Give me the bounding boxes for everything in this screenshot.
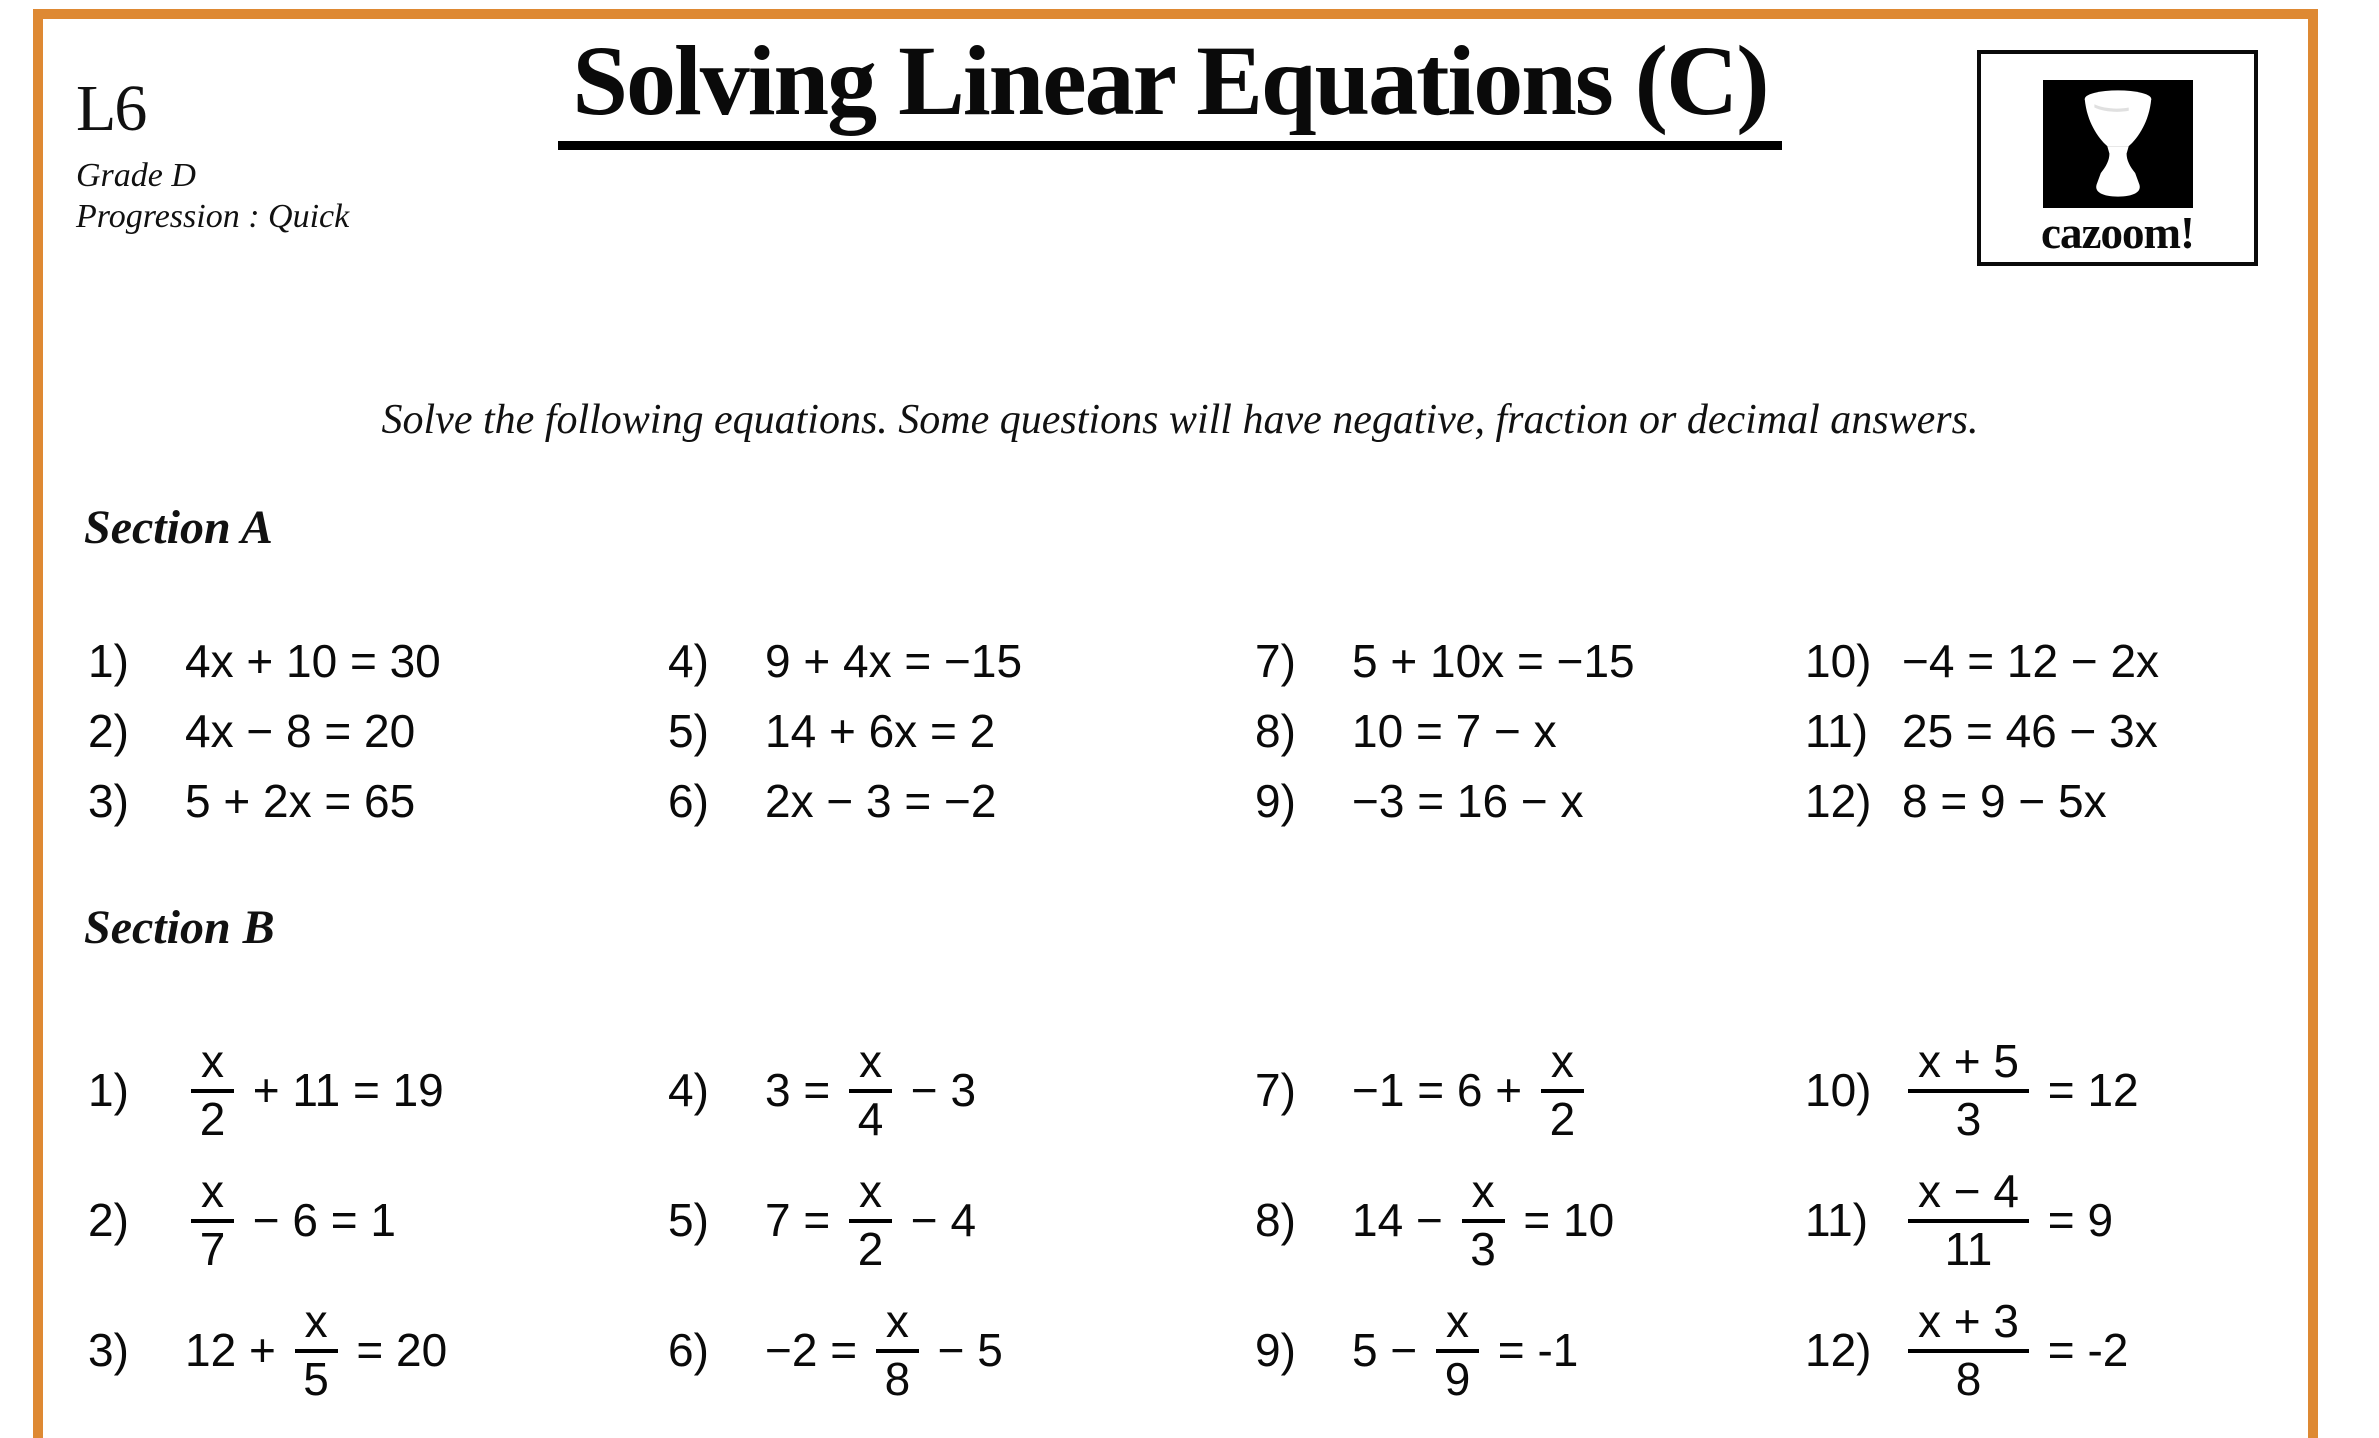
question bbox=[668, 626, 1255, 696]
equation bbox=[1902, 1034, 2139, 1145]
progression-label: Progression : Quick bbox=[76, 197, 350, 235]
question bbox=[88, 626, 668, 696]
equation-text: 14 + 6x = 2 bbox=[765, 705, 996, 757]
equation bbox=[1352, 1294, 1579, 1405]
question-number: 3) bbox=[88, 775, 129, 827]
equation bbox=[765, 634, 1022, 688]
equation-text: = -1 bbox=[1485, 1324, 1579, 1376]
fraction-denominator: 3 bbox=[1955, 1092, 1982, 1145]
equation bbox=[1352, 634, 1635, 688]
equation bbox=[1902, 774, 2107, 828]
equation-text: 5 − bbox=[1352, 1324, 1431, 1376]
fraction-denominator: 3 bbox=[1470, 1222, 1496, 1275]
question-number: 2) bbox=[88, 1194, 129, 1246]
fraction bbox=[876, 1294, 919, 1405]
djembe-drum-icon bbox=[2063, 85, 2173, 203]
question-number: 4) bbox=[668, 635, 709, 687]
fraction-denominator: 2 bbox=[1549, 1092, 1576, 1145]
question bbox=[1805, 1155, 2139, 1285]
fraction-denominator: 9 bbox=[1444, 1352, 1471, 1405]
equation bbox=[185, 1034, 444, 1145]
fraction-numerator: x − 4 bbox=[1908, 1168, 2029, 1223]
question bbox=[1255, 766, 1805, 836]
fraction bbox=[1908, 1034, 2029, 1145]
question-number: 9) bbox=[1255, 1324, 1296, 1376]
fraction-numerator: x bbox=[849, 1168, 892, 1223]
equation-text: 9 + 4x = −15 bbox=[765, 635, 1023, 687]
equation-text: − 4 bbox=[898, 1194, 977, 1246]
equation-text: −3 = 16 − x bbox=[1352, 775, 1584, 827]
instruction-text: Solve the following equations. Some questions will have negative, fraction or decimal answers. bbox=[381, 397, 1979, 443]
equation bbox=[765, 774, 996, 828]
fraction-numerator: x bbox=[849, 1038, 892, 1093]
question bbox=[1255, 1155, 1805, 1285]
question-number: 12) bbox=[1805, 775, 1872, 827]
question bbox=[88, 1285, 668, 1415]
question-number: 10) bbox=[1805, 635, 1872, 687]
equation bbox=[185, 704, 415, 758]
equation-text: 7 = bbox=[765, 1194, 844, 1246]
fraction bbox=[1462, 1164, 1505, 1275]
question-number: 6) bbox=[668, 1324, 709, 1376]
question bbox=[1255, 626, 1805, 696]
logo-wordmark: cazoom! bbox=[2041, 208, 2194, 258]
equation bbox=[1352, 1034, 1590, 1145]
equation-text: −1 = 6 + bbox=[1352, 1064, 1535, 1116]
question bbox=[1805, 626, 2159, 696]
equation bbox=[765, 1294, 1003, 1405]
fraction-denominator: 2 bbox=[857, 1222, 884, 1275]
question-number: 12) bbox=[1805, 1324, 1872, 1376]
fraction-numerator: x + 3 bbox=[1908, 1298, 2029, 1353]
equation bbox=[1902, 634, 2159, 688]
equation-text: −2 = bbox=[765, 1324, 870, 1376]
question bbox=[668, 766, 1255, 836]
question bbox=[668, 1025, 1255, 1155]
fraction bbox=[1908, 1164, 2029, 1275]
equation bbox=[185, 1294, 448, 1405]
section-a-questions bbox=[88, 626, 2159, 836]
fraction bbox=[1541, 1034, 1584, 1145]
equation bbox=[1352, 1164, 1615, 1275]
equation bbox=[185, 774, 415, 828]
equation-text: = 20 bbox=[343, 1324, 448, 1376]
equation-text: − 6 = 1 bbox=[240, 1194, 397, 1246]
question bbox=[1255, 1285, 1805, 1415]
question bbox=[88, 1025, 668, 1155]
equation-text: 3 = bbox=[765, 1064, 844, 1116]
equation bbox=[1902, 704, 2158, 758]
equation-text: − 5 bbox=[924, 1324, 1003, 1376]
question-number: 10) bbox=[1805, 1064, 1872, 1116]
equation-text: 10 = 7 − x bbox=[1352, 705, 1557, 757]
equation bbox=[185, 1164, 397, 1275]
section-b-questions bbox=[88, 1025, 2139, 1415]
equation-text: 25 = 46 − 3x bbox=[1902, 705, 2158, 757]
equation bbox=[1352, 704, 1557, 758]
fraction bbox=[295, 1294, 338, 1405]
question-number: 7) bbox=[1255, 635, 1296, 687]
question bbox=[1805, 1285, 2139, 1415]
equation bbox=[765, 1164, 977, 1275]
question-number: 1) bbox=[88, 635, 129, 687]
fraction-denominator: 5 bbox=[303, 1352, 329, 1405]
level-label: L6 bbox=[76, 72, 146, 145]
section-a-heading: Section A bbox=[84, 501, 273, 554]
cazoom-logo bbox=[1977, 50, 2258, 266]
question-number: 7) bbox=[1255, 1064, 1296, 1116]
fraction-numerator: x bbox=[191, 1038, 234, 1093]
fraction-numerator: x bbox=[1541, 1038, 1584, 1093]
page-title: Solving Linear Equations (C) bbox=[558, 28, 1781, 150]
grade-label: Grade D bbox=[76, 157, 196, 194]
equation-text: + 11 = 19 bbox=[240, 1064, 444, 1116]
equation bbox=[1902, 1164, 2114, 1275]
question bbox=[88, 696, 668, 766]
equation-text: 5 + 2x = 65 bbox=[185, 775, 416, 827]
question bbox=[88, 766, 668, 836]
logo-drum-box bbox=[2043, 80, 2193, 208]
question-number: 5) bbox=[668, 1194, 709, 1246]
question bbox=[1805, 766, 2159, 836]
fraction bbox=[1908, 1294, 2029, 1405]
fraction-numerator: x + 5 bbox=[1908, 1038, 2029, 1093]
fraction-numerator: x bbox=[191, 1168, 234, 1223]
equation-text: = 10 bbox=[1510, 1194, 1615, 1246]
question bbox=[1255, 1025, 1805, 1155]
equation bbox=[185, 634, 441, 688]
equation bbox=[1902, 1294, 2129, 1405]
equation-text: = 9 bbox=[2035, 1194, 2114, 1246]
fraction bbox=[1436, 1294, 1479, 1405]
question bbox=[668, 696, 1255, 766]
fraction bbox=[849, 1164, 892, 1275]
question bbox=[1805, 1025, 2139, 1155]
question-number: 9) bbox=[1255, 775, 1296, 827]
question-number: 11) bbox=[1805, 705, 1869, 757]
question-number: 4) bbox=[668, 1064, 709, 1116]
equation-text: − 3 bbox=[898, 1064, 977, 1116]
fraction bbox=[191, 1034, 234, 1145]
equation bbox=[765, 704, 995, 758]
fraction-numerator: x bbox=[876, 1298, 919, 1353]
question bbox=[1255, 696, 1805, 766]
fraction-denominator: 7 bbox=[199, 1222, 226, 1275]
equation bbox=[765, 1034, 977, 1145]
fraction bbox=[191, 1164, 234, 1275]
equation bbox=[1352, 774, 1583, 828]
question-number: 5) bbox=[668, 705, 709, 757]
fraction-denominator: 11 bbox=[1944, 1222, 1993, 1275]
fraction-denominator: 2 bbox=[199, 1092, 226, 1145]
fraction-numerator: x bbox=[295, 1298, 338, 1353]
equation-text: 4x + 10 = 30 bbox=[185, 635, 441, 687]
question bbox=[1805, 696, 2159, 766]
fraction-numerator: x bbox=[1462, 1168, 1505, 1223]
fraction-denominator: 4 bbox=[857, 1092, 884, 1145]
section-b-heading: Section B bbox=[84, 901, 275, 954]
question-number: 8) bbox=[1255, 705, 1296, 757]
equation-text: 14 − bbox=[1352, 1194, 1456, 1246]
equation-text: 2x − 3 = −2 bbox=[765, 775, 997, 827]
equation-text: = 12 bbox=[2035, 1064, 2139, 1116]
question-number: 11) bbox=[1805, 1194, 1869, 1246]
equation-text: 12 + bbox=[185, 1324, 289, 1376]
equation-text: 8 = 9 − 5x bbox=[1902, 775, 2107, 827]
question bbox=[668, 1155, 1255, 1285]
question-number: 2) bbox=[88, 705, 129, 757]
question bbox=[88, 1155, 668, 1285]
fraction bbox=[849, 1034, 892, 1145]
question-number: 3) bbox=[88, 1324, 129, 1376]
question-number: 1) bbox=[88, 1064, 129, 1116]
question-number: 8) bbox=[1255, 1194, 1296, 1246]
equation-text: −4 = 12 − 2x bbox=[1902, 635, 2160, 687]
question bbox=[668, 1285, 1255, 1415]
fraction-numerator: x bbox=[1436, 1298, 1479, 1353]
fraction-denominator: 8 bbox=[884, 1352, 911, 1405]
fraction-denominator: 8 bbox=[1955, 1352, 1982, 1405]
question-number: 6) bbox=[668, 775, 709, 827]
title-area bbox=[300, 25, 2040, 150]
equation-text: 4x − 8 = 20 bbox=[185, 705, 416, 757]
equation-text: = -2 bbox=[2035, 1324, 2129, 1376]
equation-text: 5 + 10x = −15 bbox=[1352, 635, 1635, 687]
